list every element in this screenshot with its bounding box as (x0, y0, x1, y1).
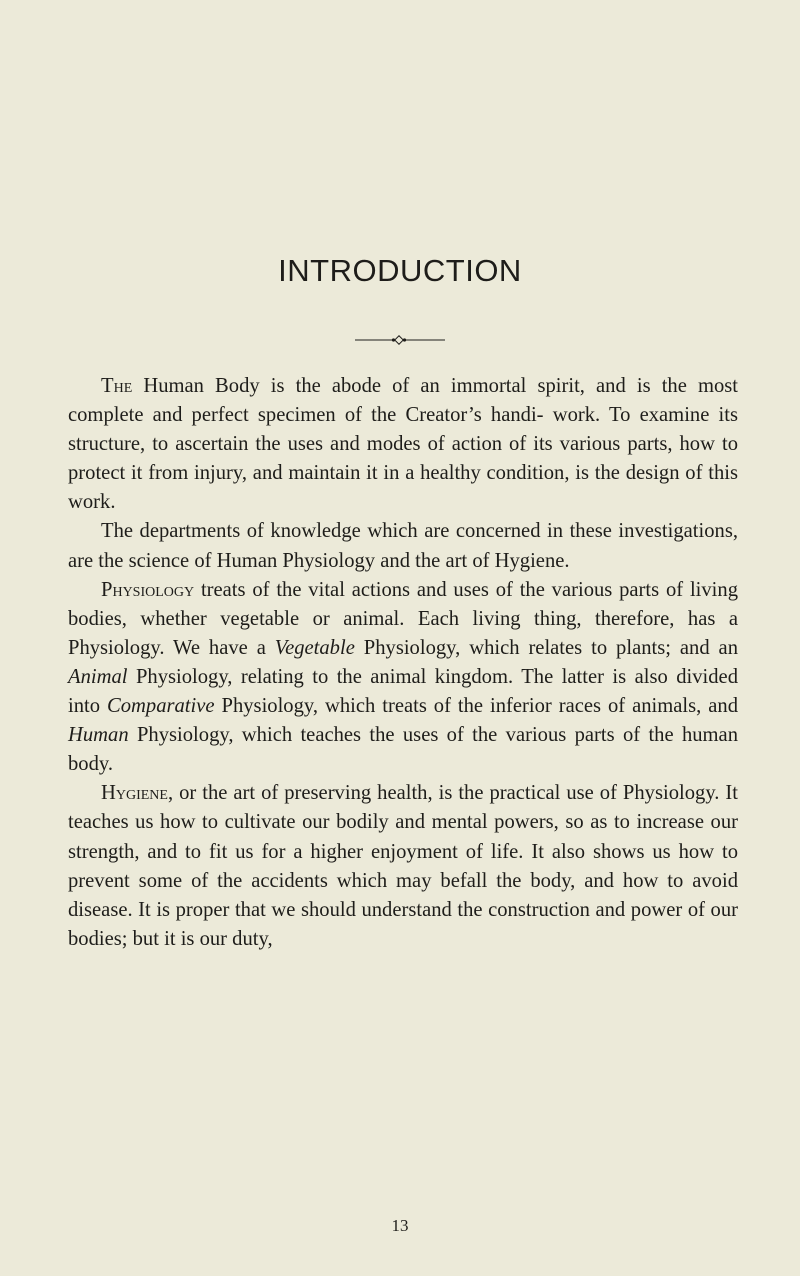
paragraph-4-text: , or the art of preserving health, is the practical use of Physiology. It teaches us how to cultivate our bodily and mental powers, so as to increase our strength, and to fit us for a higher enjoyment of life. It also shows us how to prevent some of the accidents which may befall the body, and how to avoid disease. It is proper that we should understand the construction and power of our bodies; but it is our duty, (68, 782, 738, 950)
title-ornament-rule (355, 334, 445, 346)
body-text (68, 372, 738, 954)
paragraph-3-emphasis: Human (68, 724, 129, 747)
paragraph-3-text: Physiology, which treats of the inferior races of animals, and (214, 695, 738, 718)
paragraph-3-emphasis: Vegetable (274, 636, 355, 659)
chapter-title: INTRODUCTION (278, 253, 522, 288)
paragraph-3 (68, 576, 738, 780)
paragraph-2-text: The departments of knowledge which are concerned in these investigations, are the science of Human Physiology and the art of Hygiene. (68, 520, 738, 572)
paragraph-2 (68, 517, 738, 575)
paragraph-4 (68, 779, 738, 954)
paragraph-4-lead: Hygiene (101, 782, 168, 805)
paragraph-3-emphasis: Comparative (107, 695, 215, 718)
paragraph-3-text: Physiology, which relates to plants; and an (354, 636, 738, 659)
paragraph-1-text: Human Body is the abode of an immortal spirit, and is the most complete and perfect specimen of the Creator’s handi- work. To examine its structure, to ascertain the uses and modes of action of its various parts, how to protect it from injury, and maintain it in a healthy condition, is the design of this work. (68, 375, 738, 514)
paragraph-1 (68, 372, 738, 517)
paragraph-3-lead: Physiology (101, 578, 195, 601)
paragraph-3-text: Physiology, relating to the animal kingdom. The latter is also divided into (68, 665, 738, 718)
paragraph-3-text: treats of the vital actions and uses of the various parts of living bodies, whether vegetable or animal. Each living thing, therefore, has a Physiology. We have a (68, 578, 738, 659)
page-number: 13 (391, 1216, 409, 1235)
paragraph-1-lead: The (101, 375, 133, 397)
paragraph-3-emphasis: Animal (68, 665, 128, 688)
paragraph-3-text: Physiology, which teaches the uses of the various parts of the human body. (68, 724, 738, 776)
